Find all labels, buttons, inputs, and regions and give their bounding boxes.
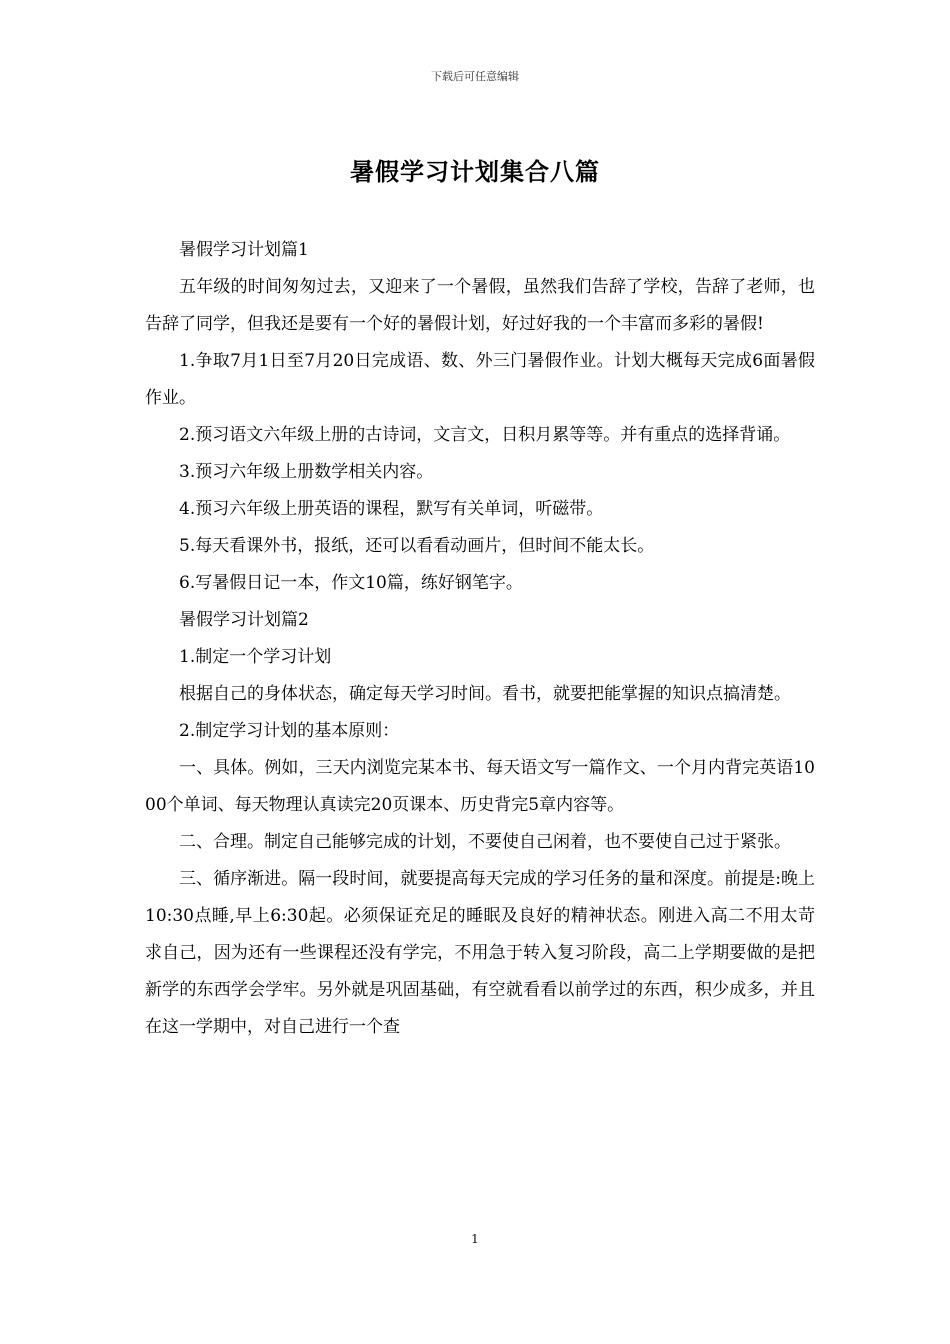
paragraph: 根据自己的身体状态，确定每天学习时间。看书，就要把能掌握的知识点搞清楚。 [179, 684, 791, 704]
document-title: 暑假学习计划集合八篇 [350, 158, 600, 186]
subheading-1: 1.制定一个学习计划 [179, 647, 332, 667]
list-item-1: 1.争取7月1日至7月20日完成语、数、外三门暑假作业。计划大概每天完成6面暑假作业。 [145, 351, 815, 408]
principle-1: 一、具体。例如，三天内浏览完某本书、每天语文写一篇作文、一个月内背完英语1000个单词、每天物理认真读完20页课本、历史背完5章内容等。 [145, 758, 815, 815]
list-item-2: 2.预习语文六年级上册的古诗词，文言文，日积月累等等。并有重点的选择背诵。 [179, 425, 791, 445]
list-item-3: 3.预习六年级上册数学相关内容。 [179, 462, 434, 482]
page-number: 1 [471, 1232, 479, 1246]
principle-3: 三、循序渐进。隔一段时间，就要提高每天完成的学习任务的量和深度。前提是:晚上10:30点睡,早上6:30起。必须保证充足的睡眠及良好的精神状态。刚进入高二不用太苛求自己，因为还有一些课程还没有学完，不用急于转入复习阶段，高二上学期要做的是把新学的东西学会学牢。另外就是巩固基础，有空就看看以前学过的东西，积少成多，并且在这一学期中，对自己进行一个查 [145, 869, 815, 1037]
document-body [145, 232, 815, 1046]
section-heading-1: 暑假学习计划篇1 [179, 240, 309, 260]
download-note: 下载后可任意编辑 [431, 70, 519, 83]
list-item-5: 5.每天看课外书，报纸，还可以看看动画片，但时间不能太长。 [179, 536, 655, 556]
paragraph: 五年级的时间匆匆过去，又迎来了一个暑假，虽然我们告辞了学校，告辞了老师，也告辞了同学，但我还是要有一个好的暑假计划，好过好我的一个丰富而多彩的暑假! [145, 277, 815, 334]
list-item-4: 4.预习六年级上册英语的课程，默写有关单词，听磁带。 [179, 499, 604, 519]
subheading-2: 2.制定学习计划的基本原则： [179, 721, 400, 741]
list-item-6: 6.写暑假日记一本，作文10篇，练好钢笔字。 [179, 573, 523, 593]
section-heading-2: 暑假学习计划篇2 [179, 610, 309, 630]
principle-2: 二、合理。制定自己能够完成的计划，不要使自己闲着，也不要使自己过于紧张。 [179, 832, 791, 852]
